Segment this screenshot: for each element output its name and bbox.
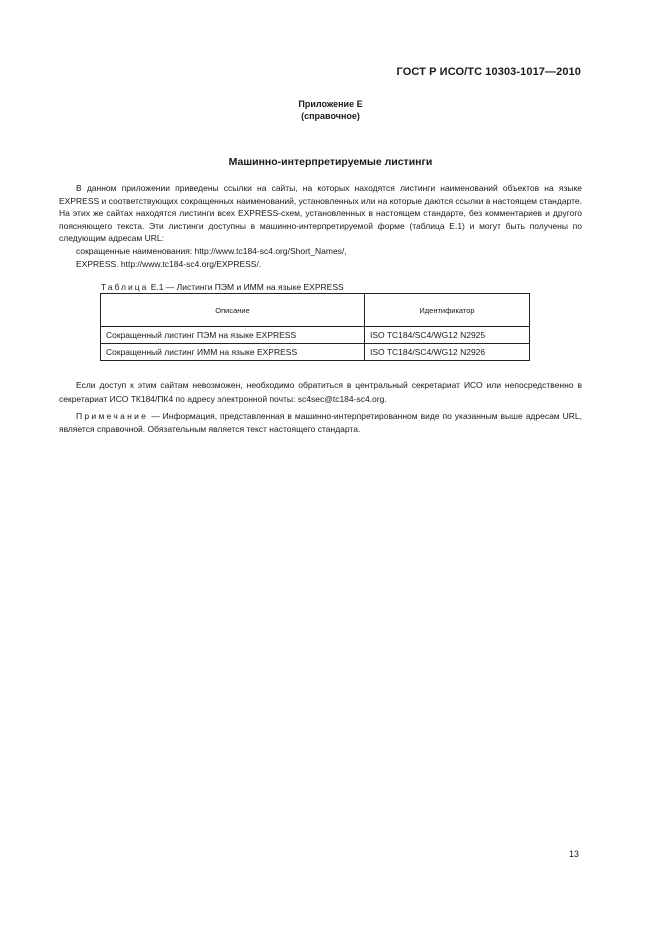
cell-description: Сокращенный листинг ИММ на языке EXPRESS (101, 344, 365, 361)
table-header-row (101, 294, 530, 327)
cell-identifier: ISO TC184/SC4/WG12 N2926 (365, 344, 530, 361)
column-header-description: Описание (101, 294, 365, 327)
table-caption-label: Таблица (101, 282, 149, 292)
cell-identifier: ISO TC184/SC4/WG12 N2925 (365, 327, 530, 344)
note-paragraph (59, 410, 582, 435)
page-number: 13 (568, 849, 579, 859)
cell-description: Сокращенный листинг ПЭМ на языке EXPRESS (101, 327, 365, 344)
intro-text (59, 182, 582, 270)
intro-paragraph: В данном приложении приведены ссылки на сайты, на которых находятся листинги наименований объектов на языке EXPRESS и соответствующих сокращенных наименований, установленных или на которые даются ссылки в настоящем стандарте. На этих же сайтах находятся листинги всех EXPRESS-схем, установленных в настоящем стандарте, без комментариев и другого поясняющего текста. Эти листинги доступны в машинно-интерпретируемой форме (таблица Е.1) и могут быть получены по следующим адресам URL: (59, 183, 582, 244)
listings-table (100, 293, 530, 361)
after-table-text (59, 378, 582, 439)
contact-paragraph: Если доступ к этим сайтам невозможен, необходимо обратиться в центральный секретариат ИСО или непосредственно в секретариат ИСО ТК184/ПК4 по адресу электронной почты: sc4sec@tc184-sc4.org. (59, 380, 582, 404)
appendix-heading (0, 98, 661, 122)
section-title: Машинно-интерпретируемые листинги (228, 156, 433, 168)
url-short-names: сокращенные наименования: http://www.tc184-sc4.org/Short_Names/, (76, 245, 347, 256)
url-express: EXPRESS. http://www.tc184-sc4.org/EXPRESS/. (76, 258, 262, 269)
table-caption-text: Е.1 — Листинги ПЭМ и ИММ на языке EXPRESS (150, 282, 344, 292)
document-code: ГОСТ Р ИСО/ТС 10303-1017—2010 (396, 66, 581, 78)
table-row (101, 344, 530, 361)
note-label: Примечание (76, 411, 149, 421)
column-header-identifier: Идентификатор (365, 294, 530, 327)
table-caption (101, 282, 344, 292)
note-text: — Информация, представленная в машинно-интерпретированном виде по указанным выше адресам URL, является справочной. Обязательным является текст настоящего стандарта. (59, 411, 582, 434)
appendix-title: Приложение Е (298, 99, 363, 109)
table-row (101, 327, 530, 344)
appendix-subtitle: (справочное) (301, 111, 360, 121)
